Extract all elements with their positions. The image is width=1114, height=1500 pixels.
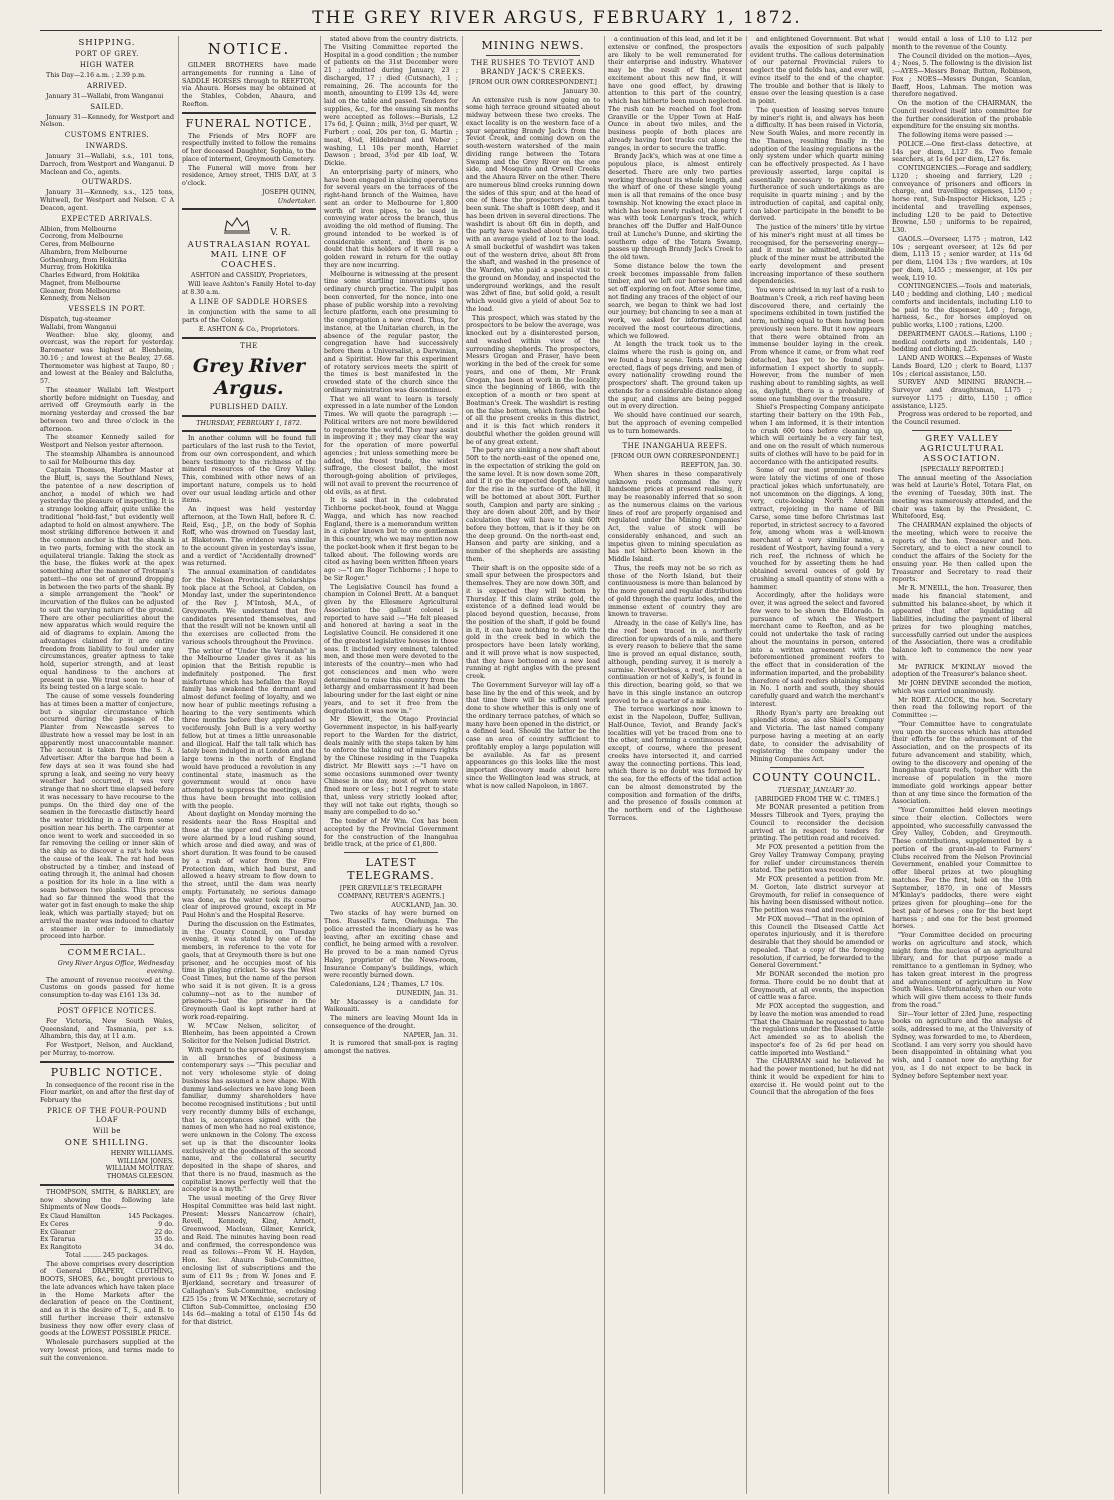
mining-paragraph: This prospect, which was stated by the prospectors to be below the average, was knocked out by a disinterested person, and washed within view of the surrounding shepherds. The prospectors, Messrs Grogan and Fraser, have been working in the bed of the creek for some years, and one of them, Mr Frank Grogan, has been at work in the locality since the beginning of 1866, with the exception of a month or two spent at Boatman's Creek. The washdirt is resting on the false bottom, which forms the bed of all the present creeks in this district, and it is this fact which renders it doubtful whether the golden ground will be of any great extent. (466, 314, 600, 446)
coach-line-heading: AUSTRALASIAN ROYAL MAIL LINE OF COACHES. (187, 240, 311, 270)
advert-text: Wholesale purchasers supplied at the very lowest prices, and terms made to suit the convenience. (40, 1339, 174, 1362)
port-heading: PORT OF GREY. (75, 50, 139, 58)
editorial-paragraph: Mr Blewitt, the Otago Provincial Government inspector, in his half-yearly report to the Warden for the district, deals mainly with the steps taken by him to enforce the taking out of miners rights by the Chinese residing in the Tuapeka district. Mr Blewitt says :—"I have on some occasions summoned over twenty Chinese in one day, most of whom were fined more or less ; but I regret to state that, unless very strictly looked after, they will not take out rights, though so many are compelled to do so." (324, 716, 458, 817)
editorial-paragraph: In another column will be found full particulars of the last rush to the Teviot, from our own correspondent, and which bears testimony to the richness of the mineral resources of the Grey Valley. This, combined with other news of an important nature, compels us to hold over our usual leading article and other items. (182, 435, 316, 505)
sailed-heading: SAILED. (90, 102, 124, 111)
divider (40, 1184, 174, 1186)
public-notice-amount: ONE SHILLING. (64, 1137, 150, 1148)
council-paragraph: The following items were passed :— (898, 132, 1014, 139)
goods-table (40, 1213, 174, 1252)
association-paragraph: Mr JOHN DEVINE seconded the motion, which was carried unanimously. (892, 680, 1032, 695)
inangahua-heading: THE INANGAHUA REEFS. (622, 442, 728, 451)
goods-total: Total ......... 245 packages. (65, 1251, 149, 1259)
divider (182, 415, 316, 417)
expected-list (40, 226, 174, 304)
council-paragraph: Mr FOX presented a petition from Mr. M. Gorton, late district surveyor at Greymouth, for relief in consequence of his having been dismissed without notice. The petition was read and received. (750, 876, 884, 914)
association-paragraph: The annual meeting of the Association was held at Laurie's Hotel, Totara Flat, on the evening of Tuesday, 30th inst. The meeting was numerously attended, and the chair was taken by the President, C. Whitefoord, Esq. (892, 474, 1032, 521)
goods-quantity: 22 do. (154, 1228, 174, 1236)
council-paragraph: CONTINGENCIES.—Tools and materials, L40 ; bedding and clothing, L40 ; medical comforts and incidentals, including L10 to be paid to the dispenser, L40 ; forage, harness, &c., for horses employed on public works, L100 ; rations, L200. (892, 283, 1032, 329)
royal-crest (182, 213, 316, 238)
saddle-horses-text: in conjunction with the same to all parts of the Colony. (182, 309, 316, 324)
title-the: THE (240, 341, 258, 350)
editorial-paragraph: The Legislative Council has found a champion in Colonel Brett. At a banquet given by the Ellesmere Agricultural Association the gallant colonel is reported to have said :—"He felt pleased and honored at having a seat in the Legislative Council. He considered it one of the greatest legislative houses in those seas. It included very eminent, talented men, and those men were devoted to the interests of the country—men who had got consciences and men who were determined to raise this country from the lethargy and embarrassment it had been labouring under for the last eight or nine years, and to set it free from the degradation it was now in." (324, 583, 458, 715)
coach-line-text: Will leave Ashton's Family Hotel to-day at 8.30 a.m. (182, 280, 316, 296)
table-row (40, 1213, 174, 1221)
divider (40, 1061, 174, 1063)
commercial-text: The amount of revenue received at the Customs on goods passed for home consumption to-day was £161 13s 3d. (40, 976, 174, 999)
divider (628, 438, 722, 439)
association-paragraph: Sir—Your letter of 23rd June, respecting books on agriculture and the analysis of soils, addressed to me, at the University of Sydney, was forwarded to me, to Aberdeen, Scotland. I am very sorry you should have been disappointed in obtaining what you wish, and I cannot now do anything for you, as I do not expect to be back in Sydney before September next year. (892, 1010, 1032, 1080)
shipping-paragraph: The steamer Kennedy sailed for Westport and Nelson yester afternoon. (40, 434, 174, 449)
telegram-dateline: DUNEDIN, Jan. 31. (396, 989, 458, 997)
association-paragraph: Mr ROBT. ALCOCK, the hon. Secretary then read the following report of the Committee :— (892, 696, 1032, 719)
post-office-heading: POST OFFICE NOTICES. (57, 1006, 157, 1015)
column-2 (182, 36, 316, 1494)
table-row (40, 1236, 174, 1244)
arrived-heading: ARRIVED. (86, 81, 128, 90)
list-item: Ceres, from Melbourne (40, 241, 115, 248)
agricultural-association-heading: GREY VALLEY AGRICULTURAL ASSOCIATION. (919, 433, 1005, 464)
council-paragraph: Mr FOX presented a petition from the Grey Valley Tramway Company, praying for relief under circumstances therein stated. The petition was received. (750, 844, 884, 875)
correspondent-line: [FROM OUR OWN CORRESPONDENT.] (611, 453, 739, 461)
column-6 (750, 36, 884, 1494)
mining-paragraph: The terrace workings now known to exist in the Napoleon, Duffer, Sullivan, Half-Ounce, Teviot, and Brandy Jack's localities will yet be traced from one to the other, and forming a continuous lead, except, of course, where the present creeks have intersected it, and carried away the connecting portions. This lead, which there is no doubt was formed by the sea, for the effects of the tidal action can be almost demonstrated by the composition and formation of the drifts, and the presence of fossils common at the northern end of the Lighthouse Terraces. (608, 706, 742, 822)
list-item: Wallabi, from Wanganui (40, 323, 117, 331)
commercial-dateline: Grey River Argus Office, Wednesday evening. (57, 960, 174, 975)
advert-text: THOMPSON, SMITH, & BARKLEY, are now showing the following late Shipments of New Goods— (40, 1188, 174, 1212)
customs-heading: CUSTOMS ENTRIES. (64, 131, 150, 139)
mining-paragraph: Already, in the case of Kelly's line, has the reef been traced in a northerly direction for upwards of a mile, and there is every reason to believe that the same line is proved an equal distance, south, although, pending survey, it is merely a surmise. Nevertheless, a reef, let it be a continuation or not of Kelly's, is found in this direction, bearing gold, so that we have in this single instance an outcrop proved to be a quarter of a mile. (608, 620, 742, 705)
shipping-paragraph: The steamer Wallabi left Westport shortly before midnight on Tuesday, and arrived off Greymouth early in the morning yesterday and crossed the bar between two and three o'clock in the afternoon. (40, 386, 174, 433)
public-notice-heading: PUBLIC NOTICE. (50, 1065, 164, 1079)
advert-text: The above comprises every description of General DRAPERY, CLOTHING, BOOTS, SHOES, &c., bought previous to the late advances which have taken place in the Home Markets after the declaration of peace on the Continent, and as it is the desire of T., S., and B. to still further increase their extensive business they now offer every class of goods at the LOWEST POSSIBLE PRICE. (40, 1260, 174, 1338)
inwards-heading: INWARDS. (85, 142, 129, 150)
divider (182, 112, 316, 114)
goods-quantity: 145 Packages. (128, 1213, 174, 1220)
signatory-name: WILLIAM MOUTRAY. (105, 1165, 174, 1173)
goods-ship: Ex Tararua (40, 1236, 76, 1244)
council-paragraph: SURVEY AND MINING BRANCH.—Surveyor and draughtsman, L175 ; surveyor L175 ; ditto, L150 ; office assistance, L125. (892, 379, 1032, 410)
top-rule (40, 30, 1102, 31)
mining-paragraph: Shiel's Prospecting Company anticipate starting their battery on the 19th Feb., when I am informed, it is their intention to crush 600 tons before cleaning up, which will certainly be a very fair test, and one on the result of which numerous suits of clothes will have to be paid for in accordance with the anticipated results. (750, 404, 884, 466)
association-paragraph: Mr R. M'NEILL, the hon. Treasurer, then made his financial statement, and submitted his balance-sheet, by which it appeared that after liquidating all liabilities, including the payment of liberal prizes for two ploughing matches, successfully carried out under the auspices of the Association, there was a creditable balance left to commence the new year with. (892, 585, 1032, 662)
list-item: Alhambra, from Melbourne (40, 248, 128, 256)
column-4 (466, 36, 600, 1494)
goods-ship: Ex Ceres (40, 1220, 69, 1228)
column-rule (178, 36, 179, 1494)
post-office-text: For Victoria, New South Wales, Queensland, and Tasmania, per s.s. Alhambra, this day, at 11 a.m. (40, 1017, 174, 1041)
divider (486, 55, 580, 56)
vessels-heading: VESSELS IN PORT. (68, 305, 146, 313)
council-paragraph: The CHAIRMAN said he believed he had the power mentioned, but he did not think it would be expedient for him to exercise it. He would point out to the Council that the abrogation of the fees (750, 1058, 884, 1097)
mining-paragraph: Some distance below the town the creek becomes impassable from fallen timber, and we left our horses here and set off exploring on foot. After some time, not finding any traces of the object of our search, we began to think we had lost our journey; but chancing to see a man at work, we asked for information, and received the most courteous directions, which we followed. (608, 262, 742, 340)
county-council-date: TUESDAY, JANUARY 30. (777, 786, 857, 794)
editorial-paragraph: The usual meeting of the Grey River Hospital Committee was held last night. Present: Messrs Nancarrow (chair), Revell, Kennedy, King, Arnott, Greenwood, Maclean, Gilmer, Kenrick, and Reid. The minutes having been read and confirmed, the correspondence was read as follows:—From W. H. Hayden, Hon. Sec. Ahaura Sub-Committee, enclosing list of subscriptions and the sum of £11 9s ; from W. Jones and F. Bjerkland, secretary and treasurer of Callaghan's Sub-Committee, enclosing £25 15s ; from W. M'Kechnie, secretary of Clifton Sub-Committee, enclosing £50 14s 6d—making a total of £150 14s 6d for that district. (182, 1195, 316, 1326)
list-item: Magnet, from Melbourne (40, 279, 121, 287)
council-paragraph: CONTINGENCIES.—Forage and saddlery, L120 ; shoeing and farriery, L20 ; conveyance of prisoners and officers in charge, and travelling expenses, L150 ; horse rent, Sub-Inspector Hickson, L25 ; incidental and travelling expenses, including L20 to be paid to Detective Browne, L50 ; uniforms to be repaired, L30. (892, 165, 1032, 234)
council-paragraph: would entail a loss of L10 to L12 per month to the revenue of the County. (892, 36, 1032, 51)
association-paragraph: "Your Committee decided on procuring works on agriculture and stock, which might form the nucleus of an agricultural library, and for that purpose made a remittance to a gentleman in Sydney, who has taken great interest in the progress and advancement of agriculture in New South Wales. Unfortunately, when our vote which will give them access to their funds from the road." (892, 932, 1032, 1009)
mining-news-heading: MINING NEWS. (481, 39, 585, 52)
editorial-paragraph: It is said that in the celebrated Tichborne pocket-book, found at Wagga Wagga, and which has now reached England, there is a memorandum written in a cipher known but to one gentleman in this country, who we may mention now the pocket-book when it first began to be talked about. The following words are cited as having been written fifteen years ago :—"I am Roger Tichborne ; I hope to be Sir Roger." (324, 497, 458, 582)
council-paragraph: DEPARTMENT GAOLS.—Rations, L100 ; medical comforts and incidentals, L40 ; bedding and clothing, L25. (892, 330, 1032, 354)
list-item: Kennedy, from Nelson (40, 295, 111, 303)
weather-text: Weather: blue sky, gloomy, and overcast, was the report for yesterday. Barometer was highest at Blenheim, 30.16 ; and lowest at the Bealey, 27.68. Thermometer was highest at Taupo, 80 ; and lowest at the Bealey and Balclutha, 57. (40, 331, 174, 385)
council-paragraph: Mr FOX accepted the suggestion, and by leave the motion was amended to read "That the Chairman be requested to have the regulations under the Diseased Cattle Act amended so as to abolish the inspector's fee of 2s 6d per head on cattle imported into Westland." (750, 1003, 884, 1057)
editorial-paragraph: About daylight on Monday morning the residents near the Ross Hospital and those at the upper end of Camp street were alarmed by a loud rushing sound, which arose and died away, and was of short duration. It was found to be caused by a rush of water from the Fire Protection dam, which had burst, and allowed a heavy stream to flow down to the street, until the dam was nearly empty. Fortunately, no serious damage was done, as the water took its course clear of improved ground, except in Mr Paul Hohn's and the Hospital Reserve. (182, 811, 316, 919)
editorial-paragraph: During the discussion on the Estimates, in the County Council, on Tuesday evening, it was stated by one of the members, in reference to the vote for gaols, that at Greymouth there is but one prisoner, and he occupies most of his time in playing cricket. So says the West Coast Times, but the name of the person who said it is not given. It is a gross calumny—not as to the number of prisoners—but the prisoner in the Greymouth Gaol is kept rather hard at work road-repairing. (182, 920, 316, 1021)
telegram-text: It is rumored that small-pox is raging amongst the natives. (324, 1040, 458, 1055)
funeral-text: The Funeral will move from her residence, Arney street, THIS DAY, at 3 o'clock. (182, 164, 316, 187)
mining-paragraph: You were advised in my last of a rush to Boatman's Creek, a rich reef having been discovered there, and certainly the specimens exhibited in town justified the term, nothing equal to them having been previously seen here. But it now appears that there were obtained from an immense boulder laying in the creek. From whence it came, or from what reef detached, has yet to be found out—information I expect shortly to supply. However, from the number of men rushing about to rambling sights, as well as, daylight, there is a probability of some one tumbling over the treasure. (750, 287, 884, 403)
list-item: Cocrong, from Melbourne (40, 233, 123, 241)
high-water-heading: HIGH WATER (79, 61, 135, 69)
arrived-text: January 31—Wallabi, from Wanganui (46, 92, 164, 100)
editorial-paragraph: The annual examination of candidates for the Nelson Provincial Scholarships took place at the School, at Cobden, on Monday last, under the superintendence of the Rev J. M'Intosh, M.A., of Greymouth. We understand that five candidates presented themselves, and that the result will not be known until all the exercises are collected from the various schools throughout the Province. (182, 569, 316, 646)
public-notice-text: In consequence of the recent rise in the Flour market, on and after the first day of February the (40, 1081, 174, 1104)
column-1 (40, 36, 174, 1494)
county-council-heading: COUNTY COUNCIL. (752, 770, 882, 784)
mining-paragraph: Rhody Ryan's party are breaking out splendid stone, as also Shiel's Company and Victoria. The last named company purpose having a meeting at an early date, to consider the advisability of registering the company under the Mining Companies Act. (750, 709, 884, 763)
association-paragraph: Mr PATRICK M'KINLAY moved the adoption of the Treasurer's balance sheet. (892, 663, 1032, 679)
divider (182, 337, 316, 339)
outwards-heading: OUTWARDS. (81, 178, 133, 187)
divider (182, 208, 316, 210)
commercial-heading: COMMERCIAL. (67, 948, 147, 958)
telegram-text: Caledonians, L24 ; Thames, L7 10s. (330, 981, 444, 988)
dateline: REEFTON, Jan. 30. (680, 462, 742, 469)
mining-paragraph: Their shaft is on the opposite side of a small spur between the prospectors and themselves. They are now down 30ft, and it is expected they will bottom by Thursday. If this claim strike gold, the existence of a defined lead would be placed beyond question, because, from the position of the shaft, if gold be found in it, it can have nothing to do with the gold in the creek bed in which the prospectors have been lately working, and it will prove what is now suspected, that they have bottomed on a new lead running at right angles with the present creek. (466, 564, 600, 680)
shipping-paragraph: The steamship Alhambra is announced to sail for Melbourne this day. (40, 450, 174, 466)
funeral-text: The Friends of Mrs ROFF are respectfully invited to follow the remains of her deceased Daughter, Sophia, to the place of interment, Greymouth Cemetery. (182, 132, 316, 163)
editorial-paragraph: An inquest was held yesterday afternoon, at the Town Hall, before R. C. Reid, Esq., J.P., on the body of Sophia Roff, who was drowned on Tuesday last, at Blaketown. The evidence was similar to the account given in yesterday's issue, and a verdict of "Accidentally drowned" was returned. (182, 506, 316, 568)
list-item: Charles Edward, from Hokitika (40, 272, 140, 279)
crown-icon (207, 213, 267, 235)
council-paragraph: On the motion of the CHAIRMAN, the Council resolved itself into committee for the further consideration of the probable expenditure for the ensuing six months. (892, 100, 1032, 131)
association-paragraph: "Your Committee held eleven meetings since their election. Collectors were appointed, who successfully canvassed the Grey Valley, Cobden, and Greymouth. These contributions, supplemented by a portion of the grant-in-aid to Farmers' Clubs received from the Nelson Provincial Government, enabled your Committee to offer liberal prizes at two ploughing matches. For the first, held on the 10th September, 1870, in one of Messrs M'Kinlay's paddocks, there were eight prizes given for ploughing—one for the best pair of horses ; one for the best kept harness ; and one for the best groomed horses. (892, 807, 1032, 931)
council-paragraph: Mr FOX moved—"That in the opinion of this Council the Diseased Cattle Act operates injuriously, and it is therefore desirable that they should be amended or repealed. That a copy of the foregoing resolution, if carried, be forwarded to the General Government." (750, 915, 884, 970)
public-notice-price: PRICE OF THE FOUR-POUND LOAF (46, 1106, 168, 1124)
rushes-heading: THE RUSHES TO TEVIOT AND BRANDY JACK'S CREEKS. (471, 59, 595, 76)
mining-paragraph: When shares in these comparatively unknown reefs command the very handsome prices at present realising, it may be reasonably inferred that so soon as the numerous claims on the various lines of reef are properly organised and regulated under the Mining Companies' Act, the value of stock will be considerably enhanced, and such an impetus given to mining speculation as has not hitherto been known in the Middle Island. (608, 470, 742, 563)
notice-text: GILMER BROTHERS have made arrangements for running a Line of SADDLE HORSES through to REEFTON, via Ahaura. Horses may be obtained at the Stables, Cobden, Ahaura, and Reefton. (182, 62, 316, 108)
divider (60, 944, 154, 945)
council-paragraph: Mr BONAR seconded the motion pro forma. There could be no doubt that at Greymouth, at all events, the inspection of cattle was a farce. (750, 971, 884, 1002)
newspaper-title: Grey River Argus. (192, 354, 306, 399)
vessels-list (40, 316, 174, 332)
public-notice-signatories (40, 1150, 174, 1181)
column-rule (462, 36, 463, 1494)
council-paragraph: POLICE.—One first-class detective, at 14s per diem, L127 8s. Two female searchers, at 1s 6d per diem, L27 6s. (892, 140, 1032, 164)
table-row (40, 1244, 174, 1252)
county-council-source: [ABRIDGED FROM THE W. C. TIMES.] (755, 795, 879, 803)
telegram-text: Two stacks of hay were burned on Thos. Russell's farm, Onehunga. The police arrested the incendiary as he was leaving, after an exciting chase and conflict, he being armed with a revolver. He proved to be a man named Cyrus Haley, proprietor of the News-room, Insurance Company's buildings, which were recently burned down. (324, 910, 458, 980)
column-5 (608, 36, 742, 1494)
signatory-name: THOMAS GLEESON. (106, 1173, 174, 1180)
list-item: Gleaner, from Melbourne (40, 287, 121, 295)
editorial-date: THURSDAY, FEBRUARY 1, 1872. (196, 419, 302, 427)
column-3 (324, 36, 458, 1494)
divider (182, 430, 316, 432)
editorial-paragraph: An enterprising party of miners, who have been engaged in sluicing operations for several years on the terraces of the right-hand branch of the Waimea, have sent an order to Melbourne for 1,800 worth of iron pipes, to be used in conveying water across the branch, thus avoiding the old method of fluming. The ground intended to be worked is of considerable extent, and there is no doubt that this holders of it will reap a golden reward in return for the outlay they are now incurring. (324, 168, 458, 269)
signatory-name: WILLIAM JONES. (117, 1157, 174, 1165)
column-rule (320, 36, 321, 1494)
goods-quantity: 9 do. (158, 1220, 174, 1228)
column-rule (888, 36, 889, 1494)
mining-paragraph: The question of leasing serves tenure by miner's right is, and always has been a difficulty. It has been raised in Victoria, New South Wales, and more recently in the Thames, resulting finally in the adoption of the leasing regulations as the only system under which quartz mining can be effectively prospected. As I have previously asserted, large capital is essentially necessary to promote the furtherance of such undertakings as are requisite in quartz mining ; and by the introduction of capital, and capital only, can labor participate in the benefit to be derived. (750, 106, 884, 223)
telegram-dateline: AUCKLAND, Jan. 30. (391, 901, 458, 909)
masthead: THE GREY RIVER ARGUS, FEBRUARY 1, 1872. (312, 8, 802, 28)
list-item: Gothenburg, from Hokitika (40, 256, 127, 264)
goods-ship: Ex Claud Hamilton (40, 1213, 101, 1220)
dateline: January 30. (563, 87, 600, 95)
divider (912, 430, 1012, 431)
telegram-text: Mr Macassey is a candidate for Waikouaiti. (324, 998, 458, 1014)
table-row (40, 1221, 174, 1229)
council-paragraph: Progress was ordered to be reported, and the Council resumed. (892, 411, 1032, 426)
goods-quantity: 35 do. (154, 1236, 174, 1244)
funeral-heading: FUNERAL NOTICE. (185, 116, 313, 130)
editorial-paragraph: With regard to the spread of dummyism in all branches of business a contemporary says :—"This peculiar and not very wholesome style of doing business has assumed a new shape. With dummy land-selectors we have long been familiar, dummy shareholders have become recognised institutions ; but until very recently dummy bills of exchange, that is, acceptances signed with the names of men who had no real existence, were unknown in the Colony. The excess set up is that the discounter looks exclusively at the goodness of the second name, and the collateral security deposited in the shape of shares, and that there is no fraud, inasmuch as the capitalist knows perfectly well that the acceptor is a myth." (182, 1046, 316, 1194)
proprietors-signature: E. ASHTON & Co., Proprietors. (198, 325, 300, 333)
telegram-text: The miners are leaving Mount Ida in consequence of the drought. (324, 1015, 458, 1030)
editorial-paragraph: W. M'Caw Nelson, solicitor, of Blenheim, has been appointed a Crown Solicitor for the Nelson Judicial District. (182, 1022, 316, 1045)
column-rule (746, 36, 747, 1494)
telegrams-heading: LATEST TELEGRAMS. (347, 856, 435, 882)
post-office-text: For Westport, Nelson, and Auckland, per Murray, to-morrow. (40, 1042, 174, 1057)
undertaker-name: JOSEPH QUINN, (262, 188, 316, 196)
notice-heading: NOTICE. (207, 40, 291, 58)
goods-ship: Ex Rangitoto (40, 1244, 82, 1251)
editorial-paragraph: The tender of Mr Wm. Cox has been accepted by the Provincial Government for the construction of the Inangahua bridle track, at the price of £1,800. (324, 818, 458, 849)
telegrams-source: [PER GREVILLE'S TELEGRAPH COMPANY, REUTER'S AGENTS.] (337, 885, 445, 900)
mining-paragraph: Brandy Jack's, which was at one time a populous place, is almost entirely deserted. There are only two parties working throughout its whole length, and the wharf of one of these single young men is all that remains of the once busy township. Not knowing the exact place in which has been newly rushed, the party I was with took Lonargan's track, which branches off the Duffer and Half-Ounce trail at Lunche's Dunne, and skirting the southern edge of the Totara Swamp, passes up through Brandy Jack's Creek to the old town. (608, 153, 742, 261)
list-item: Dispatch, tug-steamer (40, 316, 111, 323)
mining-paragraph: Some of our most prominent reefers were lately the victims of one of those practical jokes which unfortunately, are not uncommon on the diggings. A long, very, cute-looking North American extract, rejoicing in the name of Bill Carse, some time before Christmas last reported, in strictest secrecy to a favored few, among whom was a well-known merchant of a very similar name, a resident of Westport, having found a very rich reef, the richness of which he vouched for by asserting them he had obtained several ounces of gold by crushing a small quantity of stone with a hammer. (750, 467, 884, 591)
tide-times: This Day—2.16 a.m. ; 2.39 p.m. (46, 72, 147, 79)
saddle-horses-heading: A LINE OF SADDLE HORSES (190, 298, 308, 307)
column-rule (604, 36, 605, 1494)
telegram-dateline: NAPIER, Jan. 31. (403, 1031, 458, 1039)
mining-paragraph: a continuation of this lead, and let it be extensive or confined, the prospectors are likely to be well remunerated for their enterprise and industry. Whatever may be the result of the present excitement about this new find, it will have one good effect, by drawing attention to this part of the country, which has hitherto been much neglected. The rush can be reached on foot from Granville or the Upper Town at Half-Ounce in about two miles, and the business people of both places are already having foot tracks cut along the ranges, in order to secure the traffic. (608, 36, 742, 152)
council-paragraph: Mr BONAR presented a petition from Messrs Tilbrook and Tyers, praying the Council to reconsider the decision arrived at in respect to tenders for printing. The petition read and received. (750, 804, 884, 843)
council-paragraph: LAND AND WORKS.—Expenses of Waste Lands Board, L20 ; clerk to Board, L137 10s ; clerical assistance, L50. (892, 355, 1032, 378)
goods-ship: Ex Gleaner (40, 1228, 76, 1236)
editorial-paragraph: stated above from the country districts. The Visiting Committee reported the Hospital in a good condition ; the number of patients on the 31st December were 21 ; admitted during January, 23 ; discharged, 17 ; died (Cutsnach), 1 ; remaining, 26. The accounts for the month, amounting to £199 13s 4d, were laid on the table and passed. Tenders for supplies, &c., for the ensuing six months were accepted as follows:—Burials, L2 17s 6d, J. Quinn ; milk, 3½d per quart, W. Furbert ; coal, 20s per ton, G. Martin ; meat, 4¾d, Hildebrand and Weber ; washing, L1 10s per month, Harriet Dawson ; bread, 3½d per 4lb loaf, W. Dickie. (324, 36, 458, 167)
agricultural-association-source: [SPECIALLY REPORTED.] (920, 465, 1004, 473)
published-daily: PUBLISHED DAILY. (209, 402, 289, 411)
editorial-paragraph: The writer of "Under the Verandah" in the Melbourne Leader gives it as his opinion that the British republic is indefinitely postponed. The first misfortune which has befallen the Royal family has awakened the dormant and almost defunct feeling of loyalty, and we now hear of public meetings refusing a hearing to the very sentiments which three months before they applauded so vociferously. John Bull is a very worthy fellow, but at times a little unreasonable and illogical. Half the tall talk which has lately been indulged in at London and the large towns in the north of England would have produced a revolution in any continental state, inasmuch as the government would at once have attempted to suppress the meetings, and thus have been brought into collision with the people. (182, 647, 316, 810)
divider (344, 852, 438, 853)
association-paragraph: "Your Committee have to congratulate you upon the success which has attended their efforts for the advancement of the Association, and on the prospects of its future advancement and stability, which, owing to the discovery and opening of the Inangahua quartz reefs, together with the increase of population in the more immediate gold workings appear better than at any time since the formation of the Association. (892, 720, 1032, 806)
inwards-text: January 31—Wallabi, s.s., 101 tons, Darroch, from Westport and Wanganui. D Maclean and Co., agents. (40, 153, 174, 176)
editorial-paragraph: Melbourne is witnessing at the present time some startling innovations upon ordinary church practice. The pulpit has been converted, for the nonce, into one phase of public worship into a revolving lecture platform, each one presuming to the congregation a new creed. Thus, for instance, at the Unitarian church, in the absence of the regular pastor, the congregation have had successively before them a Universalist, a Darwinian, and a Spiritist. How far this experiment of rotatory services meets the spirit of the times is best manifested in the crowded state of the church since the ordinary ministration was discontinued. (324, 270, 458, 394)
list-item: Albion, from Melbourne (40, 225, 117, 233)
mining-paragraph: The Government Surveyor will lay off a base line by the end of this week, and by that time there will be sufficient work done to show whether this is only one of the ordinary terrace patches, of which so many have been opened in the district, or a defined lead. Should the latter be the case an area of country sufficient to profitably employ a large population will be available. As far as present appearances go this looks like the most important discovery made about here since the Wellington lead was struck, at what is now called Napoleon, in 1867. (466, 681, 600, 790)
sailed-text: January 31—Kennedy, for Westport and Nelson. (40, 113, 174, 129)
mining-paragraph: An extensive rush is now going on to some high terrace ground situated about midway between these two creeks. The exact locality is on the western face of a spur separating Brandy Jack's from the Teviot Creek, and coming down on the south-western watershed of the main dividing range between the Totara Swamp and the Grey River on the one side, and Mosquito and Orwell Creeks and the Ahaura River on the other. There are numerous blind creeks running down the sides of this spur, and at the head of one of these the prospectors' shaft has been sunk. The shaft is 108ft deep, and it has been driven in several directions. The washdirt is about 6ft 6in in depth, and the party have washed about four loads, with an average yield of 1oz to the load. A small bucketful of washdirt was taken out of the western drive, about 8ft from the shaft, and washed in the presence of the Warden, who paid a special visit to the ground on Monday, and inspected the underground workings, and the result was 2dwt of fine, but solid gold, a result which would give a yield of about 5oz to the load. (466, 96, 600, 313)
crest-lettering: V. R. (270, 228, 291, 239)
shipping-paragraph: Captain Thomson, Harbor Master at the Bluff, is, says the Southland News, the patentee of a new description of anchor, a model of which we had yesterday the pleasure of inspecting. It is a strange looking affair, quite unlike the traditional "hold-fast," but evidently well adapted to hold on almost anywhere. The most striking difference between it and the common anchor is that the shank is in two parts, forming with the stock an equilateral triangle. Taking the stock as the base, the flukes work at the apex something after the manner of Trotman's patent—the one set of ground dropping in between the two parts of the shank. By a simple arrangement the "hook" or incurvation of the flukes can be adjusted to suit the varying nature of the ground. There are other peculiarities about the new apparatus which would require the aid of diagrams to explain. Among the advantages claimed for it are entire freedom from liability to foul under any circumstances, greater aptness to take hold, superior strength, and at least equal handiness to the anchors at present in use. We trust soon to hear of its being tested on a large scale. (40, 467, 174, 692)
association-paragraph: The CHAIRMAN explained the objects of the meeting, which were to receive the reports of the hon. Treasurer and hon. Secretary, and to elect a new council to conduct the affairs of the Society for the ensuing year. He then called upon the Treasurer and Secretary to read their reports. (892, 522, 1032, 584)
divider (60, 1003, 154, 1004)
column-7 (892, 36, 1032, 1494)
mining-paragraph: At length the track took us to the claims where the rush is going on, and we found a busy scene. Tents were being erected, flags of pegs driving, and men of every nationality crowding round the prospectors' shaft. The ground taken up extends for a considerable distance along the spur, and claims are being pegged out in every direction. (608, 341, 742, 411)
divider (770, 767, 864, 768)
table-row (40, 1229, 174, 1237)
mining-paragraph: and enlightened Government. But what avails the exposition of such palpably evident truths. The callous determination of our paternal Provincial rulers to neglect the gold fields has, and ever will, evince itself to the end of the chapter. The trouble and bother that is likely to ensue over the leasing question is a case in point. (750, 36, 884, 105)
list-item: Murray, from Hokitika (40, 264, 112, 272)
expected-heading: EXPECTED ARRIVALS. (61, 214, 153, 223)
mining-paragraph: Accordingly, after the holidays were over, it was agreed the select and favored few were to be shown the Eldorado. In pursuance of which the Westport merchant came to Reefton, and as he could not undertake the task of racing about the mountains in person, entered into a written agreement with the beforementioned prominent reefers to the effect that in consideration of the information imparted, and the probability therefore of said reefers obtaining shares in No. 1 north and south, they should carefully guard and watch the merchant's interest. (750, 592, 884, 708)
outwards-text: January 31—Kennedy, s.s., 125 tons, Whitwell, for Westport and Nelson. C A Deacon, agent. (40, 189, 174, 212)
mining-paragraph: We should have continued our search, but the approach of evening compelled us to turn homewards. (608, 412, 742, 435)
public-notice-will-be: Will be (92, 1126, 122, 1135)
coach-line-proprietors: ASHTON and CASSIDY, Proprietors, (190, 272, 308, 279)
shipping-heading: SHIPPING. (78, 38, 136, 48)
mining-paragraph: Thus, the reefs may not be so rich as those of the North Island, but their continuousness is more than balanced by the more general and regular distribution of gold through the quartz lodes, and the immense extent of country they are known to traverse. (608, 564, 742, 619)
correspondent-line: [FROM OUR OWN CORRESPONDENT.] (469, 79, 597, 86)
editorial-paragraph: That we all want to learn is tersely expressed in a late number of the London Times. We will quote the paragraph :— Political writers are not more bewildered to regenerate the world. They may assist in improving it ; they may clear the way for the operation of more powerful agencies ; but unless something more be added, the freest trade, the widest suffrage, the closest ballot, the most thorough-going abolition of privileges, will not avail to prevent the recurrence of old evils, as at first. (324, 395, 458, 496)
council-paragraph: GAOLS.—Overseer, L175 ; matron, L42 10s ; sergeant overseer, at 12s 6d per diem, L113 15 ; senior warder, at 11s 6d per diem, L104 13s ; five warders, at 10s per diem, L455 ; messenger, at 10s per week, L19 10. (892, 235, 1032, 282)
shipping-paragraph: The cause of some vessels foundering has at times been a matter of conjecture, but a singular circumstance which occurred during the passage of the Planter from Newcastle serves to illustrate how a vessel may be lost in an apparently most unaccountable manner. The account is taken from the S. A. Advertiser. After the barque had been a few days at sea it was found she had sprung a leak, and seeing no very heavy weather had occurred, it was very strange that no short time elapsed before it was necessary to have recourse to the pumps. On the third day one of the seamen in the forecastle distinctly heard the water trickling in a rill from some position near his berth. The carpenter at once went to work and succeeded in so far removing the ceiling or inner skin of the ship as to discover a rat's hole was the cause of the leak. The rat had been obstructed by a timber, and instead of eating through it, the animal had chosen a position for its hole in a line with a seam between two planks. This process had so far thinned the wood that the water got in fast enough to make the ship leak, which was partially stayed; but on arrival the master was induced to charter a steamer in order to immediately proceed into harbor. (40, 693, 174, 941)
mining-paragraph: The justice of the miners' title by virtue of his miner's right must at all times be recognised, for the persevering energy—and it must be admitted, indomitable pluck of the miner must be attributed the early development and present increasing importance of these southern dependencies. (750, 224, 884, 286)
signatory-name: HENRY WILLIAMS. (110, 1149, 174, 1157)
undertaker-title: Undertaker. (277, 197, 316, 205)
council-paragraph: The Council divided on the motion—Ayes, 4 ; Noes, 5. The following is the division list :—AYES—Messrs Bonar, Button, Robinson, Fox ; NOES—Messrs Dungan, Scanlan, Baeff, Hoos, Lahman. The motion was therefore negatived. (892, 52, 1032, 99)
goods-quantity: 34 do. (154, 1244, 174, 1251)
mining-paragraph: The party are sinking a new shaft about 50ft to the north-east of the opened one, in the expectation of striking the gold on the same level. It is now down some 20ft, and if it go the expected depth, allowing for the rise in the surface of the hill, it will be bottomed at about 30ft. Further south, Campion and party are sinking ; they are down about 20ft, and by their calculation they will have to sink 60ft before they bottom, that is if they be on the deep ground. On the north-east end, Hanson and party are sinking, and a number of the shepherds are assisting them. (466, 447, 600, 563)
